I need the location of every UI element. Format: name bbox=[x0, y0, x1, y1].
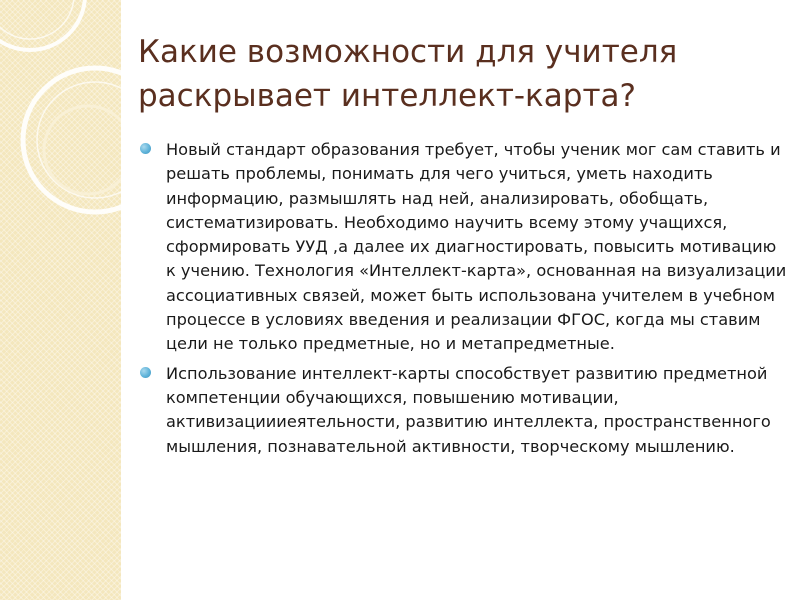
bullet-text: Использование интеллект-карты способствует развитию предметной компетенции обучающихся, повышению мотивации, активизациииеятельности, развитию интеллекта, пространственного мышления, познавательной активности, творческому мышлению. bbox=[166, 363, 771, 456]
decorative-ring-medium bbox=[44, 106, 121, 194]
bullet-item bbox=[138, 138, 788, 357]
slide-title: Какие возможности для учителя раскрывает интеллект-карта? bbox=[138, 34, 678, 114]
bullet-dot-icon bbox=[140, 367, 151, 378]
decorative-rings bbox=[0, 0, 121, 600]
bullet-item bbox=[138, 362, 788, 459]
bullet-text: Новый стандарт образования требует, чтобы ученик мог сам ставить и решать проблемы, понимать для чего учиться, уметь находить информацию, размышлять над ней, анализировать, обобщать, систематизировать. Необходимо научить всему этому учащихся, сформировать УУД ,а далее их диагностировать, повысить мотивацию к учению. Технология «Интеллект-карта», основанная на визуализации ассоциативных связей, может быть использована учителем в учебном процессе в условиях введения и реализации ФГОС, когда мы ставим цели не только предметные, но и метапредметные. bbox=[166, 140, 787, 354]
bullet-dot-icon bbox=[140, 143, 151, 154]
decorative-ring-top-inner bbox=[0, 0, 74, 39]
decorative-ring-large-inner bbox=[37, 82, 121, 198]
bullet-list bbox=[138, 138, 788, 464]
decorative-side-panel bbox=[0, 0, 121, 600]
